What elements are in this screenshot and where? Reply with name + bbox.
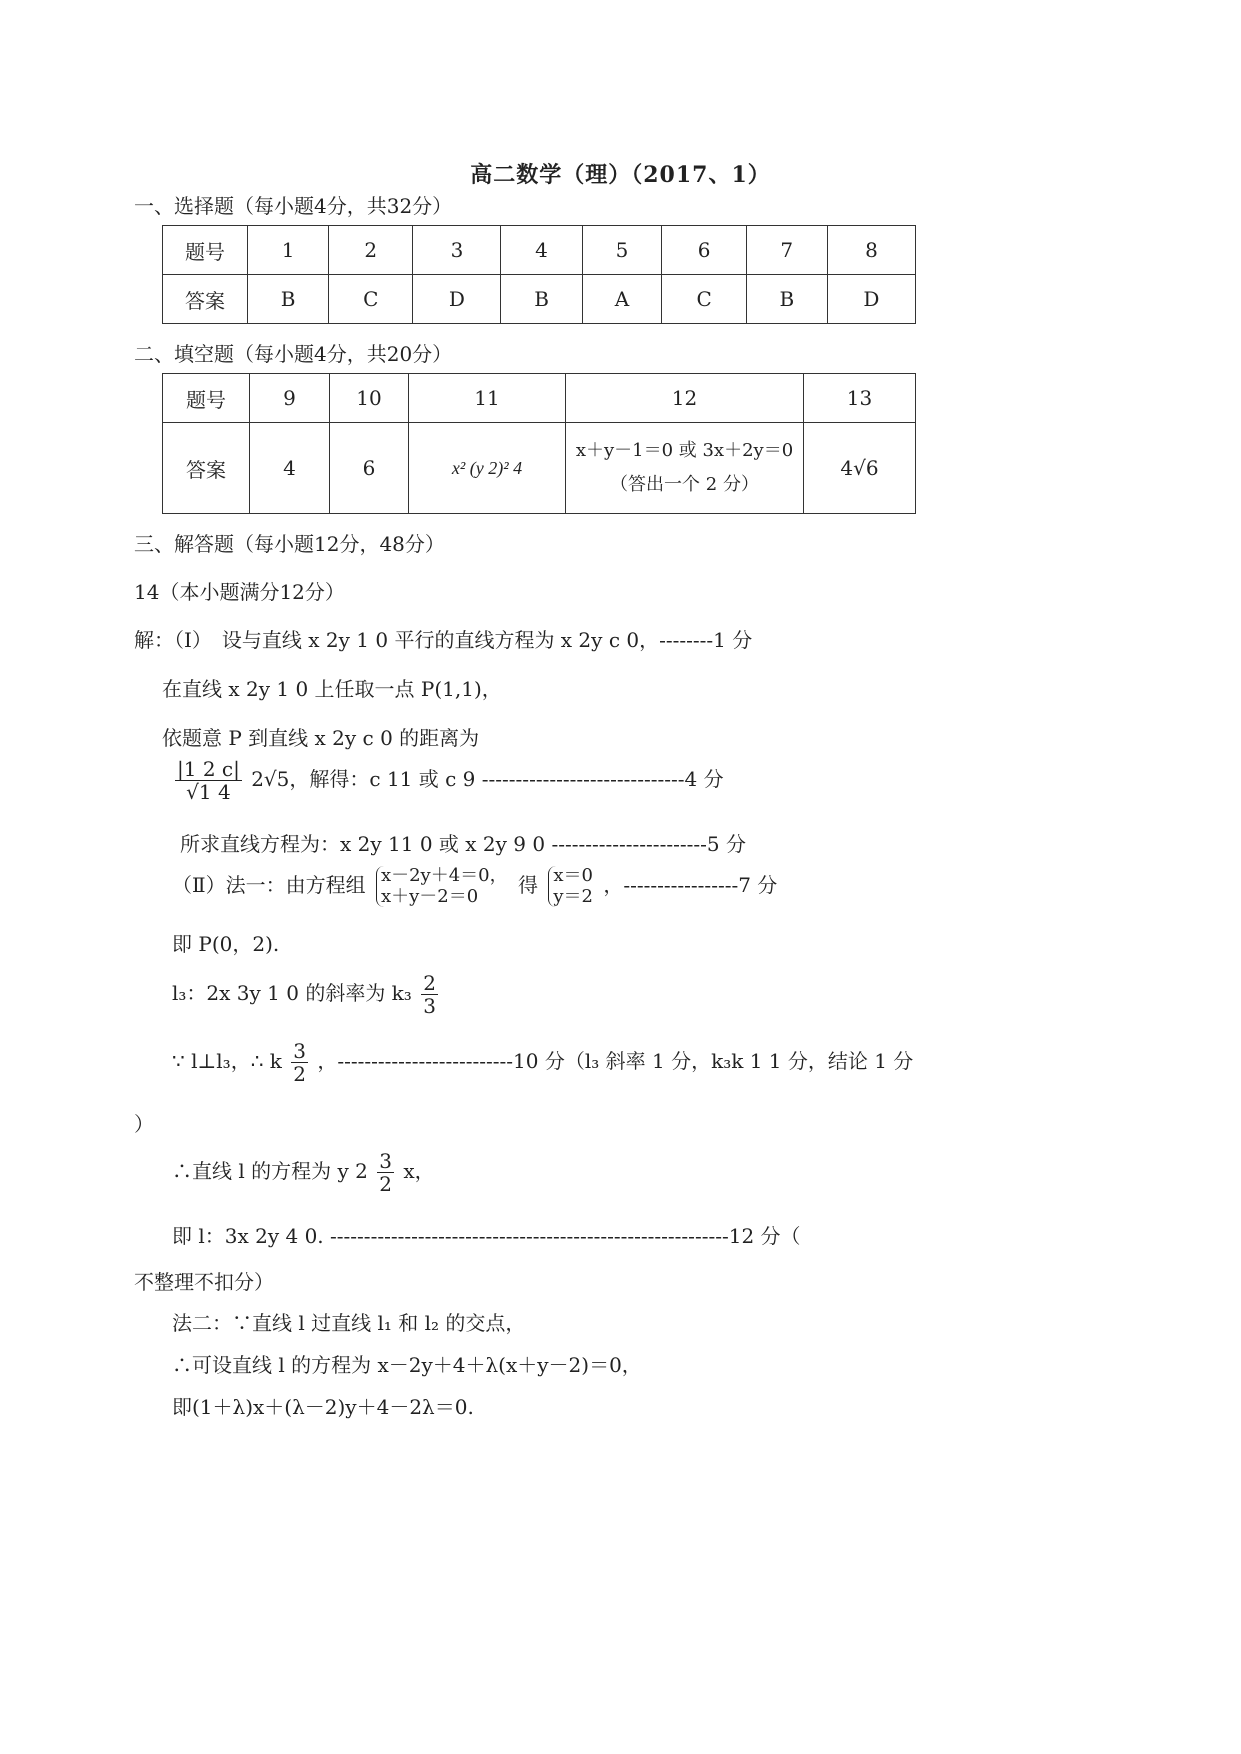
table-cell: 4√6 — [804, 423, 916, 514]
table-cell: 3 — [413, 226, 501, 275]
fill-answer-table — [162, 373, 916, 514]
solution-text: ∵ l⊥l₃，∴ k — [172, 1049, 282, 1073]
table-cell: B — [501, 275, 582, 324]
solution-text: ，-----------------7 分 — [603, 873, 778, 898]
section2-heading: 二、填空题（每小题4分，共20分） — [134, 342, 453, 366]
solution-text: 得 — [518, 873, 538, 898]
solution-text: （Ⅱ）法一：由方程组 — [172, 873, 366, 898]
table-cell: B — [248, 275, 329, 324]
solution-line-slope — [172, 972, 441, 1017]
solution-line: 即 l：3x 2y 4 0. -----------------------------------------------------------12 分（ — [172, 1224, 801, 1248]
table-cell: 12 — [566, 374, 804, 423]
solution-line: 即 P(0，2). — [172, 932, 280, 956]
table-header-label: 题号 — [163, 374, 250, 423]
section3-heading: 三、解答题（每小题12分，48分） — [134, 532, 445, 556]
solution-line: ∴可设直线 l 的方程为 x－2y＋4＋λ(x＋y－2)＝0， — [172, 1353, 642, 1377]
fraction-denominator: 3 — [423, 994, 436, 1018]
solution-line: 即(1＋λ)x＋(λ－2)y＋4－2λ＝0. — [172, 1395, 474, 1419]
equation-fraction — [377, 1150, 394, 1195]
solution-line: 不整理不扣分） — [134, 1270, 274, 1294]
table-cell: 10 — [330, 374, 409, 423]
fraction-numerator: 3 — [379, 1149, 392, 1173]
page-title: 高二数学（理）（2017、1） — [470, 162, 771, 188]
slope-fraction — [421, 972, 438, 1017]
table-cell: 13 — [804, 374, 916, 423]
solution-line: ） — [134, 1112, 154, 1136]
table-cell: 7 — [746, 226, 827, 275]
k-fraction — [291, 1040, 308, 1085]
table-cell: 1 — [248, 226, 329, 275]
equation: x＋y－2＝0 — [380, 885, 479, 907]
solution-line: 解：（Ⅰ） 设与直线 x 2y 1 0 平行的直线方程为 x 2y c 0，--------1 分 — [134, 628, 753, 652]
solution-line: 依题意 P 到直线 x 2y c 0 的距离为 — [162, 726, 480, 750]
table-cell: 6 — [662, 226, 746, 275]
fraction-numerator: 3 — [293, 1039, 306, 1063]
table-cell: 9 — [250, 374, 330, 423]
table-header-label: 题号 — [163, 226, 248, 275]
table-cell: B — [746, 275, 827, 324]
answer-12-note: （答出一个 2 分） — [610, 474, 759, 495]
table-cell: 11 — [409, 374, 566, 423]
table-cell: A — [582, 275, 662, 324]
table-cell: D — [827, 275, 915, 324]
equation: x－2y＋4＝0， — [380, 865, 508, 886]
table-cell: C — [329, 275, 413, 324]
fraction-denominator: 2 — [293, 1062, 306, 1086]
solution-line: 法二：∵直线 l 过直线 l₁ 和 l₂ 的交点， — [172, 1311, 526, 1335]
table-cell: 5 — [582, 226, 662, 275]
solution-line-distance — [172, 758, 724, 803]
solution-line-perpendicular — [172, 1040, 913, 1085]
problem14-heading: 14（本小题满分12分） — [134, 580, 345, 604]
solution-text: ∴直线 l 的方程为 y 2 — [172, 1159, 368, 1183]
fraction-denominator: 2 — [379, 1172, 392, 1196]
equation-system — [376, 866, 508, 907]
table-cell — [566, 423, 804, 514]
fraction-numerator: 2 — [423, 971, 436, 995]
table-cell: 2 — [329, 226, 413, 275]
solution-text: ，--------------------------10 分（l₃ 斜率 1 分，k₃k 1 1 分，结论 1 分 — [317, 1049, 914, 1073]
equation-system — [548, 866, 593, 907]
fraction-denominator: √1 4 — [186, 780, 231, 804]
section1-heading: 一、选择题（每小题4分，共32分） — [134, 194, 453, 218]
table-cell: 4 — [250, 423, 330, 514]
answer-12-text: x＋y－1＝0 或 3x＋2y＝0 — [575, 439, 794, 461]
table-header-label: 答案 — [163, 275, 248, 324]
solution-text: l₃：2x 3y 1 0 的斜率为 k₃ — [172, 981, 412, 1005]
solution-text: 2√5，解得：c 11 或 c 9 ------------------------------4 分 — [251, 767, 724, 791]
solution-line-system — [172, 866, 777, 907]
table-cell: 4 — [501, 226, 582, 275]
equation: x＝0 — [553, 865, 593, 886]
solution-line: 在直线 x 2y 1 0 上任取一点 P(1,1)， — [162, 677, 502, 701]
table-header-label: 答案 — [163, 423, 250, 514]
equation: y＝2 — [553, 885, 593, 907]
table-cell: D — [413, 275, 501, 324]
solution-text: x， — [403, 1159, 435, 1183]
table-cell: x² (y 2)² 4 — [409, 423, 566, 514]
solution-line-equation — [172, 1150, 435, 1195]
solution-line: 所求直线方程为：x 2y 11 0 或 x 2y 9 0 -----------------------5 分 — [180, 832, 746, 856]
distance-fraction — [175, 758, 242, 803]
fraction-numerator: |1 2 c| — [177, 757, 240, 781]
table-cell: C — [662, 275, 746, 324]
table-cell: 6 — [330, 423, 409, 514]
choice-answer-table — [162, 225, 916, 324]
table-cell: 8 — [827, 226, 915, 275]
